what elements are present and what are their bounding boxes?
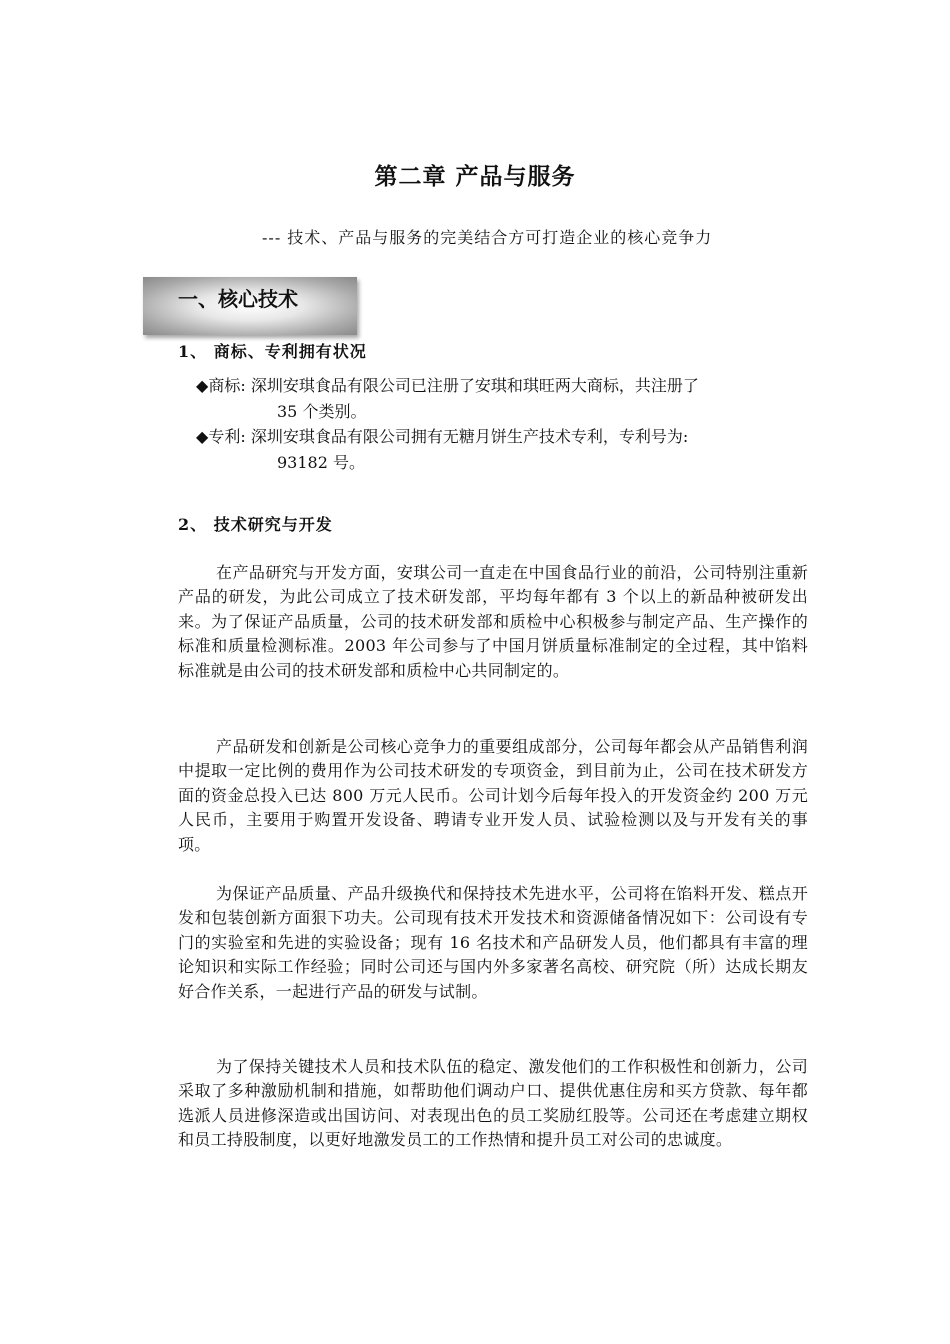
bullet-continuation: 35 个类别。 xyxy=(277,402,367,421)
bullet-key: 专利: xyxy=(208,427,246,446)
paragraph: 在产品研究与开发方面，安琪公司一直走在中国食品行业的前沿，公司特别注重新产品的研发，为此公司成立了技术研发部，平均每年都有 3 个以上的新品种被研发出来。为了保证产品质量，公司的技术研发部和质检中心积极参与制定产品、生产操作的标准和质量检测标准。2003 年公司参与了中国月饼质量标准制定的全过程，其中馅料标准就是由公司的技术研发部和质检中心共同制定的。 xyxy=(178,563,808,680)
chapter-subtitle: --- 技术、产品与服务的完美结合方可打造企业的核心竞争力 xyxy=(262,228,713,247)
diamond-bullet-icon: ◆ xyxy=(196,376,209,395)
paragraph: 为了保持关键技术人员和技术队伍的稳定、激发他们的工作积极性和创新力，公司采取了多种激励机制和措施，如帮助他们调动户口、提供优惠住房和买方贷款、每年都选派人员进修深造或出国访问、对表现出色的员工奖励红股等。公司还在考虑建立期权和员工持股制度，以更好地激发员工的工作热情和提升员工对公司的忠诚度。 xyxy=(178,1057,808,1150)
bullet-continuation: 93182 号。 xyxy=(277,453,365,472)
bullet-text: 深圳安琪食品有限公司已注册了安琪和琪旺两大商标，共注册了 xyxy=(250,376,699,395)
paragraph: 为保证产品质量、产品升级换代和保持技术先进水平，公司将在馅料开发、糕点开发和包装创新方面狠下功夫。公司现有技术开发技术和资源储备情况如下：公司设有专门的实验室和先进的实验设备；现有 16 名技术和产品研发人员，他们都具有丰富的理论知识和实际工作经验；同时公司还与国内外多家著名高校、研究院（所）达成长期友好合作关系，一起进行产品的研发与试制。 xyxy=(178,884,808,1001)
bullet-item-trademark xyxy=(196,373,811,398)
bullet-text: 深圳安琪食品有限公司拥有无糖月饼生产技术专利，专利号为: xyxy=(250,427,689,446)
bullet-key: 商标: xyxy=(208,376,246,395)
diamond-bullet-icon: ◆ xyxy=(196,427,209,446)
chapter-title: 第二章 产品与服务 xyxy=(374,163,576,190)
subsection-heading-trademark: 1、 商标、专利拥有状况 xyxy=(178,342,367,361)
bullet-item-patent xyxy=(196,424,811,449)
subsection-heading-rnd: 2、 技术研究与开发 xyxy=(178,515,333,534)
paragraph: 产品研发和创新是公司核心竞争力的重要组成部分，公司每年都会从产品销售利润中提取一定比例的费用作为公司技术研发的专项资金，到目前为止，公司在技术研发方面的资金总投入已达 800 万元人民币。公司计划今后每年投入的开发资金约 200 万元人民币，主要用于购置开发设备、聘请专业开发人员、试验检测以及与开发有关的事项。 xyxy=(178,737,808,854)
section-heading-label: 一、核心技术 xyxy=(178,287,298,311)
